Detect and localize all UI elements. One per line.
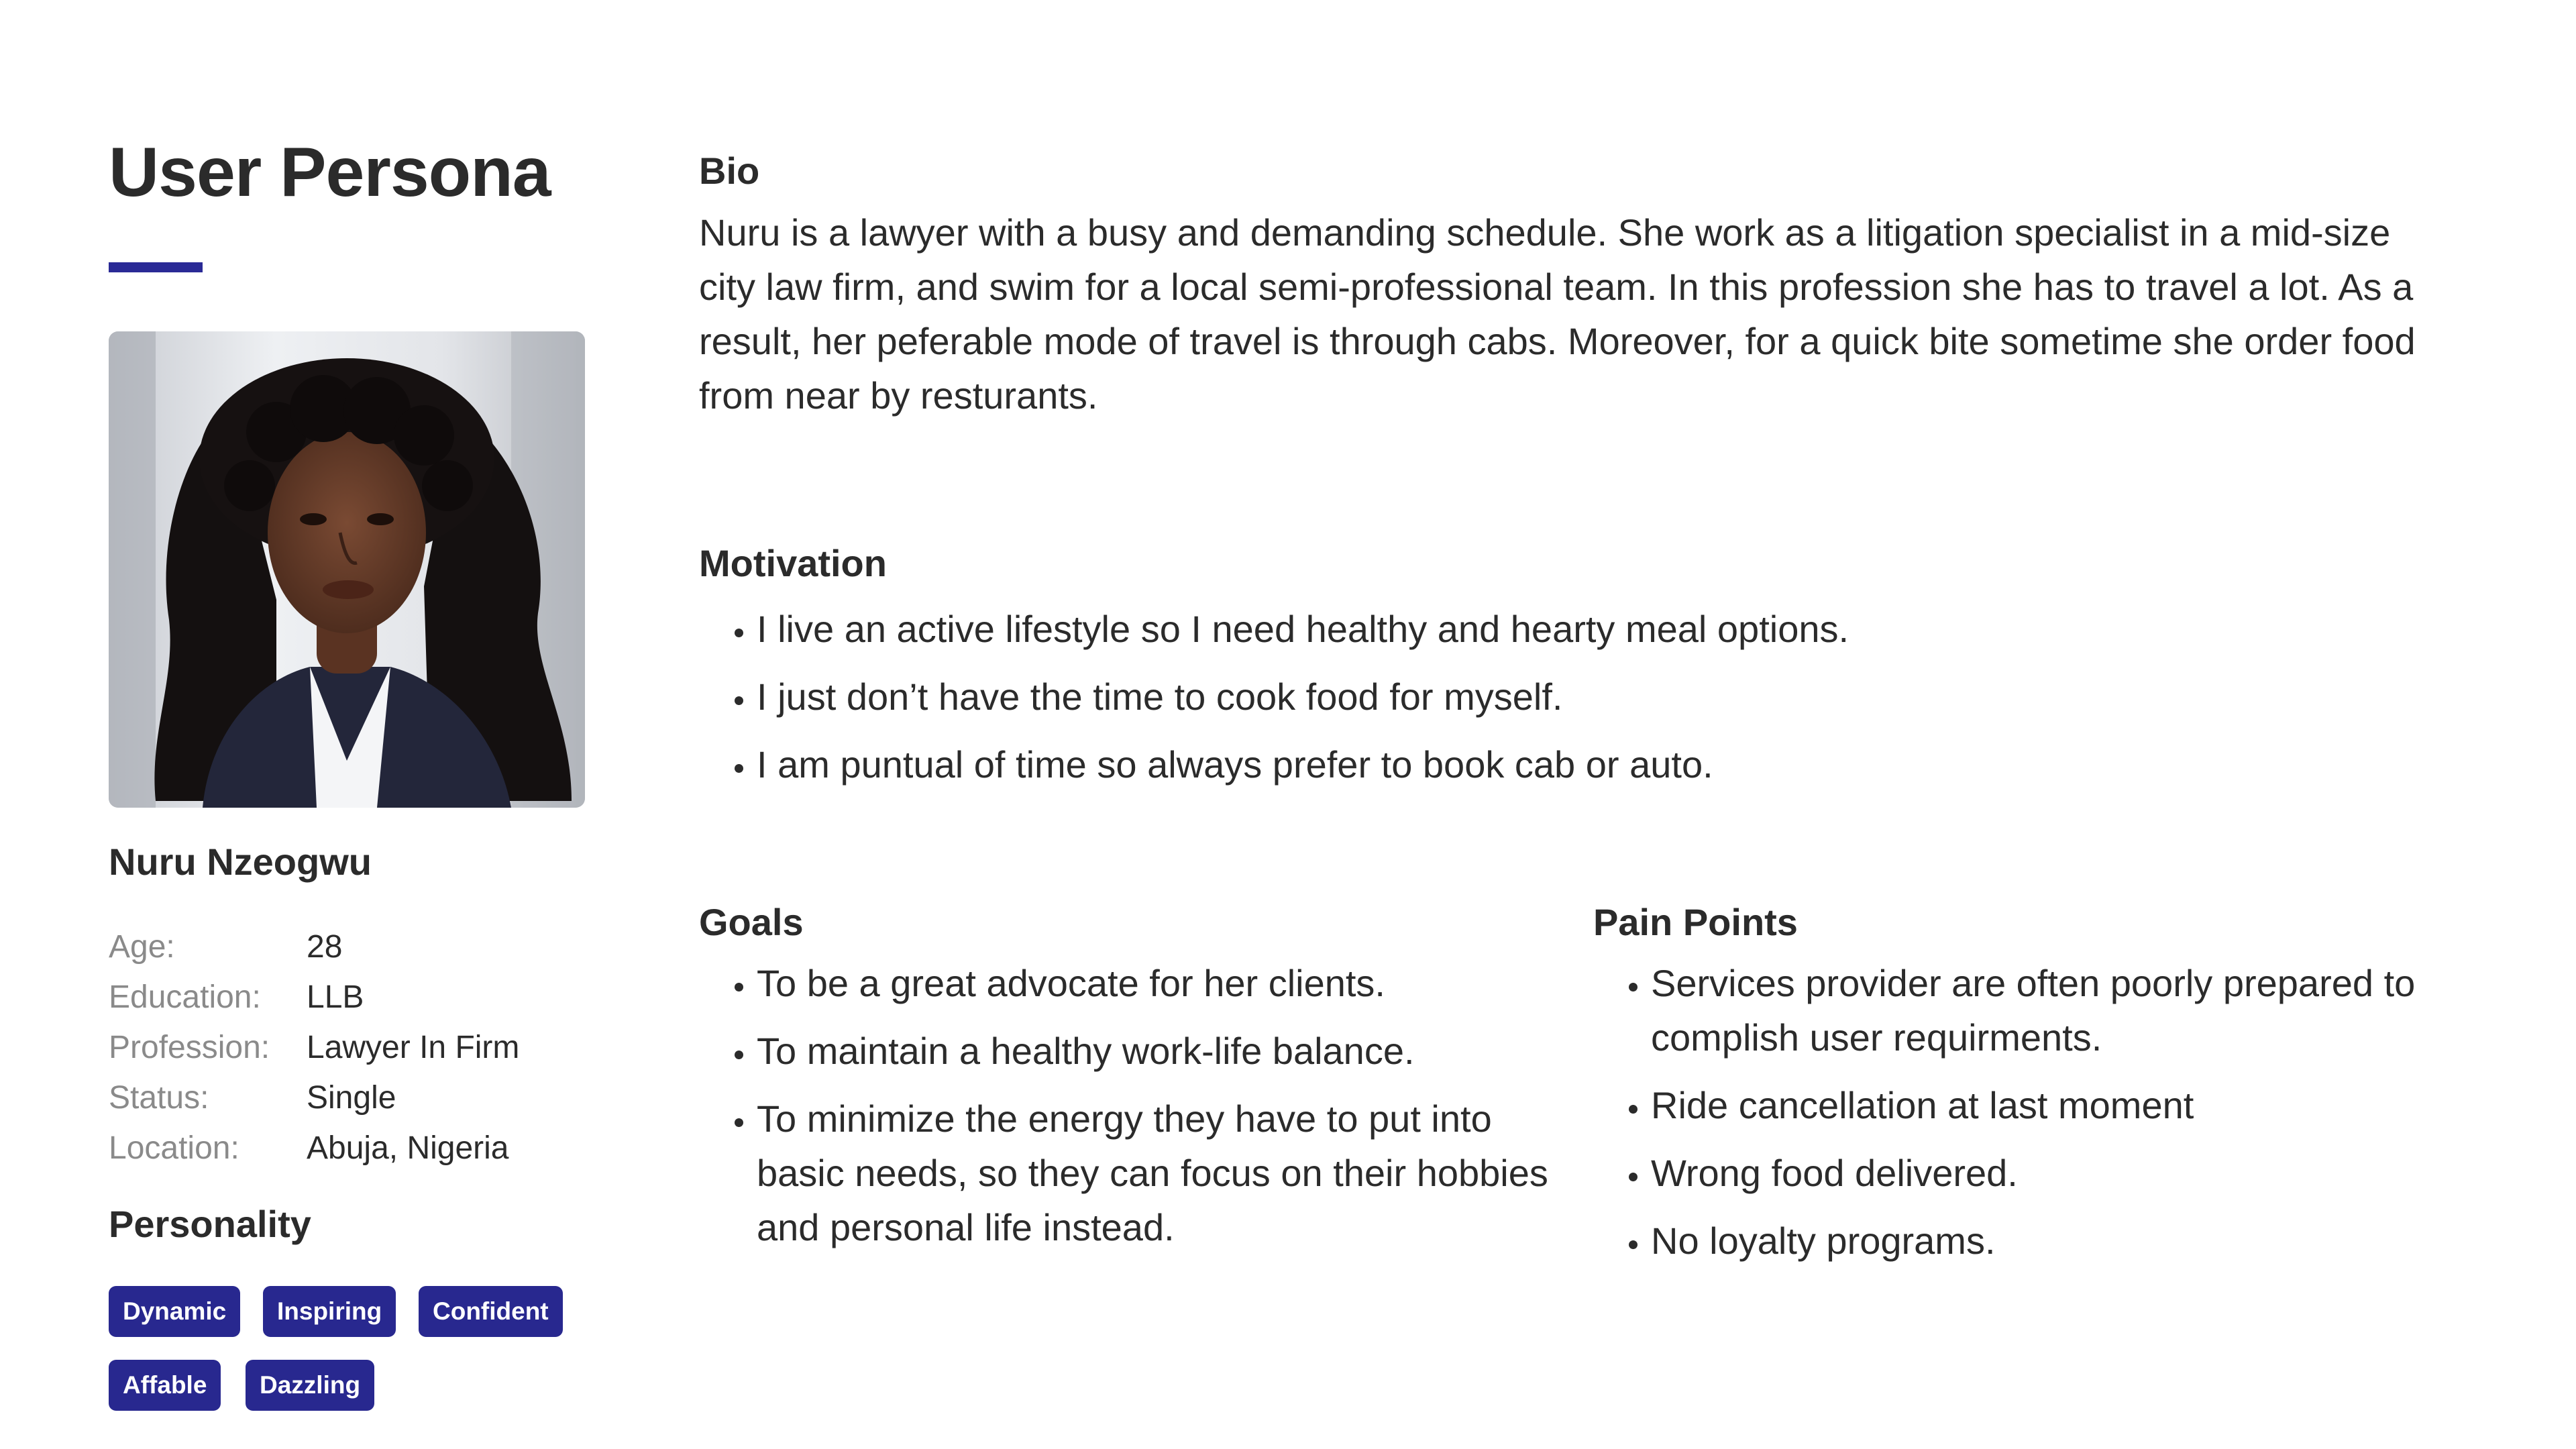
list-item: • Wrong food delivered. bbox=[1651, 1146, 2489, 1200]
list-item: • I just don’t have the time to cook food for myself. bbox=[757, 669, 2474, 724]
personality-tag-affable: Affable bbox=[109, 1360, 221, 1411]
personality-tag-dazzling: Dazzling bbox=[246, 1360, 374, 1411]
personality-tag-confident: Confident bbox=[419, 1286, 563, 1337]
detail-row-profession bbox=[109, 1022, 519, 1073]
persona-photo bbox=[109, 331, 585, 808]
page-title: User Persona bbox=[109, 133, 551, 211]
detail-label: Location: bbox=[109, 1130, 239, 1166]
list-item: • I am puntual of time so always prefer to book cab or auto. bbox=[757, 737, 2474, 792]
goals-list bbox=[699, 956, 1575, 1268]
detail-row-location bbox=[109, 1123, 519, 1173]
persona-details bbox=[109, 922, 519, 1173]
title-underline bbox=[109, 262, 203, 272]
detail-label: Age: bbox=[109, 929, 175, 965]
list-item: • To be a great advocate for her clients. bbox=[757, 956, 1575, 1010]
pain-points-list bbox=[1593, 956, 2489, 1281]
detail-row-age bbox=[109, 922, 519, 972]
detail-row-education bbox=[109, 972, 519, 1022]
personality-heading: Personality bbox=[109, 1203, 311, 1245]
detail-value: Lawyer In Firm bbox=[307, 1030, 520, 1065]
list-item: • To minimize the energy they have to put into basic needs, so they can focus on their hobbies and personal life instead. bbox=[757, 1091, 1575, 1254]
list-item: • No loyalty programs. bbox=[1651, 1214, 2489, 1268]
motivation-list bbox=[699, 602, 2474, 805]
bio-text: Nuru is a lawyer with a busy and demanding schedule. She work as a litigation specialist in a mid-size city law firm, and swim for a local semi-professional team. In this profession she has to travel a lot. As a result, her peferable mode of travel is through cabs. Moreover, for a quick bite sometime she order food from near by resturants. bbox=[699, 211, 2416, 417]
bio-heading: Bio bbox=[699, 150, 760, 192]
detail-value: Single bbox=[307, 1080, 396, 1116]
goals-heading: Goals bbox=[699, 901, 804, 943]
detail-label: Education: bbox=[109, 979, 261, 1015]
detail-label: Status: bbox=[109, 1080, 209, 1116]
list-item: • I live an active lifestyle so I need healthy and hearty meal options. bbox=[757, 602, 2474, 656]
list-item: • Services provider are often poorly prepared to complish user requirments. bbox=[1651, 956, 2489, 1065]
detail-value: 28 bbox=[307, 929, 343, 965]
detail-value: Abuja, Nigeria bbox=[307, 1130, 509, 1166]
personality-tag-dynamic: Dynamic bbox=[109, 1286, 240, 1337]
list-item: • To maintain a healthy work-life balance. bbox=[757, 1024, 1575, 1078]
motivation-heading: Motivation bbox=[699, 542, 887, 584]
persona-name: Nuru Nzeogwu bbox=[109, 841, 372, 883]
detail-row-status bbox=[109, 1073, 519, 1123]
list-item: • Ride cancellation at last moment bbox=[1651, 1078, 2489, 1132]
personality-tag-inspiring: Inspiring bbox=[263, 1286, 396, 1337]
pain-points-heading: Pain Points bbox=[1593, 901, 1798, 943]
detail-value: LLB bbox=[307, 979, 364, 1015]
detail-label: Profession: bbox=[109, 1030, 270, 1065]
